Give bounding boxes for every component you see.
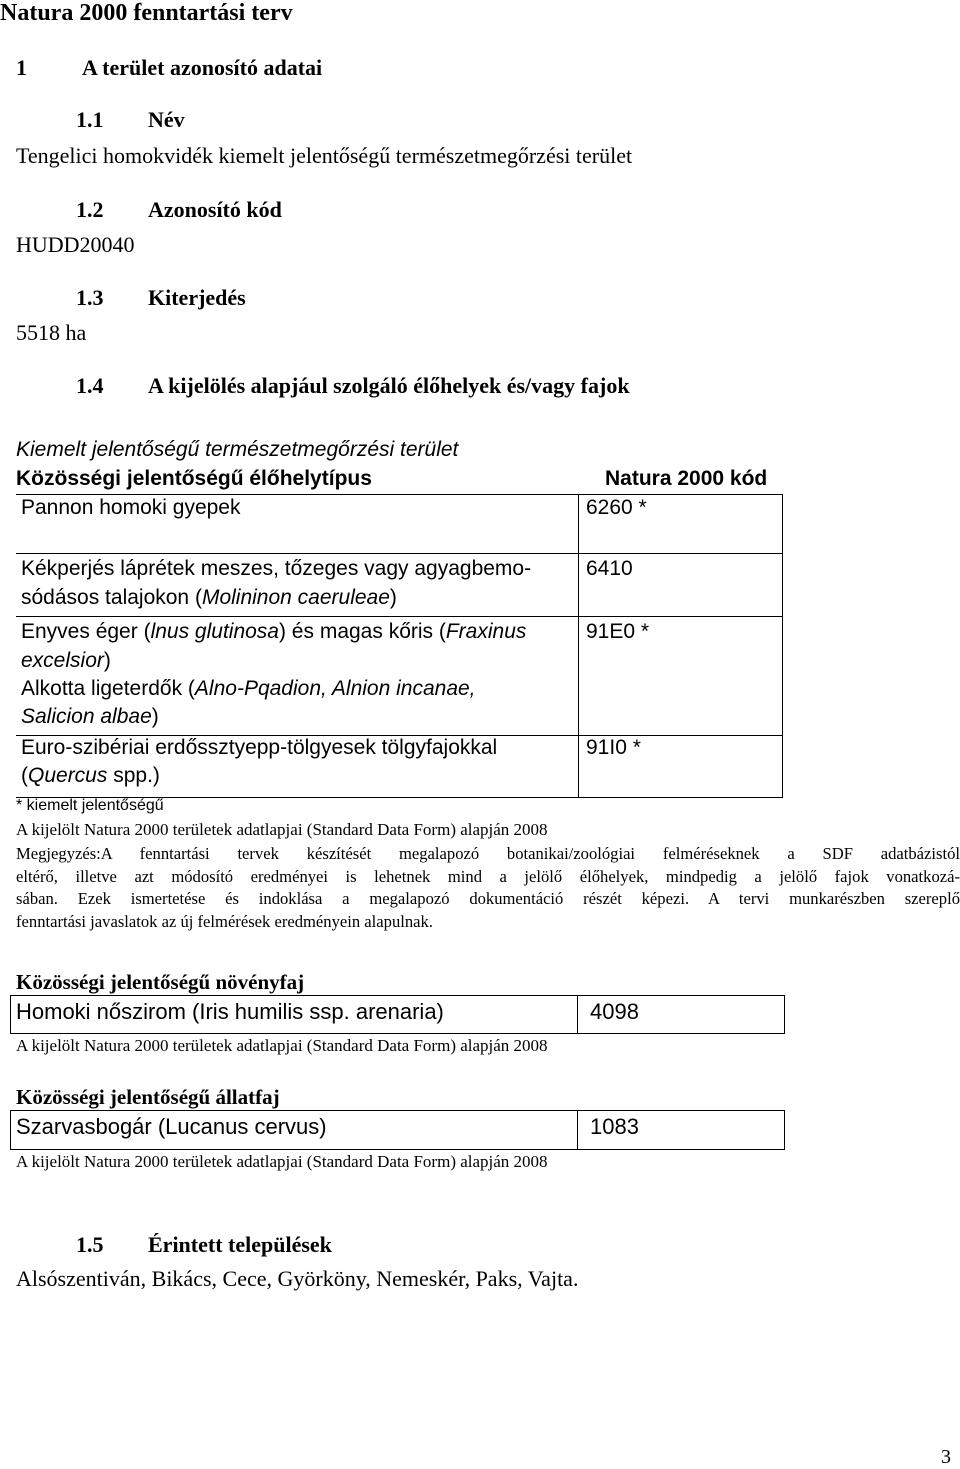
page-number: 3: [941, 1446, 951, 1468]
latin-name: Fraxinus: [445, 620, 527, 643]
text: spp.): [107, 764, 160, 787]
footnote: * kiemelt jelentőségű: [16, 797, 164, 814]
habitat-row-name-cont: [21, 586, 397, 610]
page-title: Natura 2000 fenntartási terv: [0, 0, 293, 26]
text: Enyves éger (: [21, 620, 151, 643]
animal-source-note: A kijelölt Natura 2000 területek adatlapjai (Standard Data Form) alapján 2008: [16, 1152, 548, 1171]
section-title: Érintett települések: [148, 1232, 332, 1257]
habitat-row-code: 6410: [586, 557, 633, 580]
habitat-row-name-cont: [21, 705, 159, 729]
habitat-row-code: 91I0 *: [586, 736, 641, 759]
text: ): [389, 586, 397, 609]
latin-name: Salicion albae: [21, 705, 152, 728]
section-1-1-heading: [76, 107, 185, 133]
remark-paragraph: [16, 843, 960, 933]
plant-source-note: A kijelölt Natura 2000 területek adatlapjai (Standard Data Form) alapján 2008: [16, 1036, 548, 1055]
habitat-row-code: 91E0 *: [586, 620, 650, 643]
plant-species-heading: Közösségi jelentőségű növényfaj: [16, 970, 305, 994]
section-1-heading: [16, 55, 322, 81]
section-title: Kiterjedés: [148, 285, 246, 310]
text: Alkotta ligeterdők (: [21, 677, 195, 700]
habitat-row-name: [21, 677, 476, 701]
habitat-row-name-cont: [21, 764, 160, 788]
latin-name: excelsior: [21, 649, 104, 672]
section-1-5-heading: [76, 1232, 332, 1258]
section-number: 1.4: [76, 373, 104, 398]
text: sódásos talajokon (: [21, 586, 202, 609]
animal-species-name: Szarvasbogár (Lucanus cervus): [16, 1114, 327, 1139]
site-name: Tengelici homokvidék kiemelt jelentőségű természetmegőrzési terület: [16, 143, 633, 168]
section-1-3-heading: [76, 285, 246, 311]
latin-name: Quercus: [28, 764, 108, 787]
latin-name: lnus glutinosa: [150, 620, 279, 643]
habitat-column-type: Közösségi jelentőségű élőhelytípus: [16, 467, 372, 490]
section-title: A terület azonosító adatai: [82, 55, 323, 80]
remark-line: sában. Ezek ismertetése és indoklása a megalapozó dokumentáció részét képezi. A tervi munkarészben szereplő: [16, 889, 960, 908]
habitat-row-name: Pannon homoki gyepek: [21, 496, 241, 519]
animal-species-code: 1083: [590, 1114, 639, 1139]
text: ): [151, 705, 159, 728]
habitat-table-heading: Kiemelt jelentőségű természetmegőrzési terület: [16, 438, 459, 461]
habitat-row-name: Kékperjés láprétek meszes, tőzeges vagy agyagbemo-: [21, 557, 532, 580]
section-1-2-heading: [76, 197, 282, 223]
text: ): [103, 649, 111, 672]
latin-name: Alno-Pqadion, Alnion incanae,: [194, 677, 476, 700]
section-title: A kijelölés alapjául szolgáló élőhelyek és/vagy fajok: [148, 373, 630, 398]
habitat-row-code: 6260 *: [586, 496, 647, 519]
source-note: A kijelölt Natura 2000 területek adatlapjai (Standard Data Form) alapján 2008: [16, 820, 548, 839]
habitat-row-name: [21, 620, 526, 644]
site-area: 5518 ha: [16, 320, 87, 345]
section-number: 1: [16, 55, 27, 80]
section-number: 1.1: [76, 107, 104, 132]
habitat-column-code: Natura 2000 kód: [605, 467, 768, 490]
habitat-row-name: Euro-szibériai erdőssztyepp-tölgyesek tölgyfajokkal: [21, 736, 498, 759]
plant-species-name: Homoki nőszirom (Iris humilis ssp. arenaria): [16, 999, 444, 1024]
text: (: [21, 764, 28, 787]
section-number: 1.3: [76, 285, 104, 310]
animal-species-heading: Közösségi jelentőségű állatfaj: [16, 1085, 280, 1109]
section-title: Név: [148, 107, 185, 132]
latin-name: Molininon caeruleae: [201, 586, 390, 609]
settlements-list: Alsószentiván, Bikács, Cece, Györköny, Nemeskér, Paks, Vajta.: [16, 1266, 579, 1291]
remark-line: eltérő, illetve azt módosító eredményei is lehetnek mind a jelölő élőhelyek, mindpedig a jelölő fajok vonatkozá-: [16, 866, 960, 886]
section-1-4-heading: [76, 373, 630, 399]
site-code: HUDD20040: [16, 232, 135, 257]
section-number: 1.2: [76, 197, 104, 222]
text: ) és magas kőris (: [278, 620, 446, 643]
section-number: 1.5: [76, 1232, 104, 1257]
section-title: Azonosító kód: [148, 197, 282, 222]
habitat-row-name-cont: [21, 649, 111, 673]
remark-line: fenntartási javaslatok az új felmérések eredményein alapulnak.: [16, 911, 433, 931]
remark-line: Megjegyzés:A fenntartási tervek készítését megalapozó botanikai/zoológiai felméréseknek a SDF adatbázistól: [16, 844, 960, 863]
plant-species-code: 4098: [590, 999, 639, 1024]
